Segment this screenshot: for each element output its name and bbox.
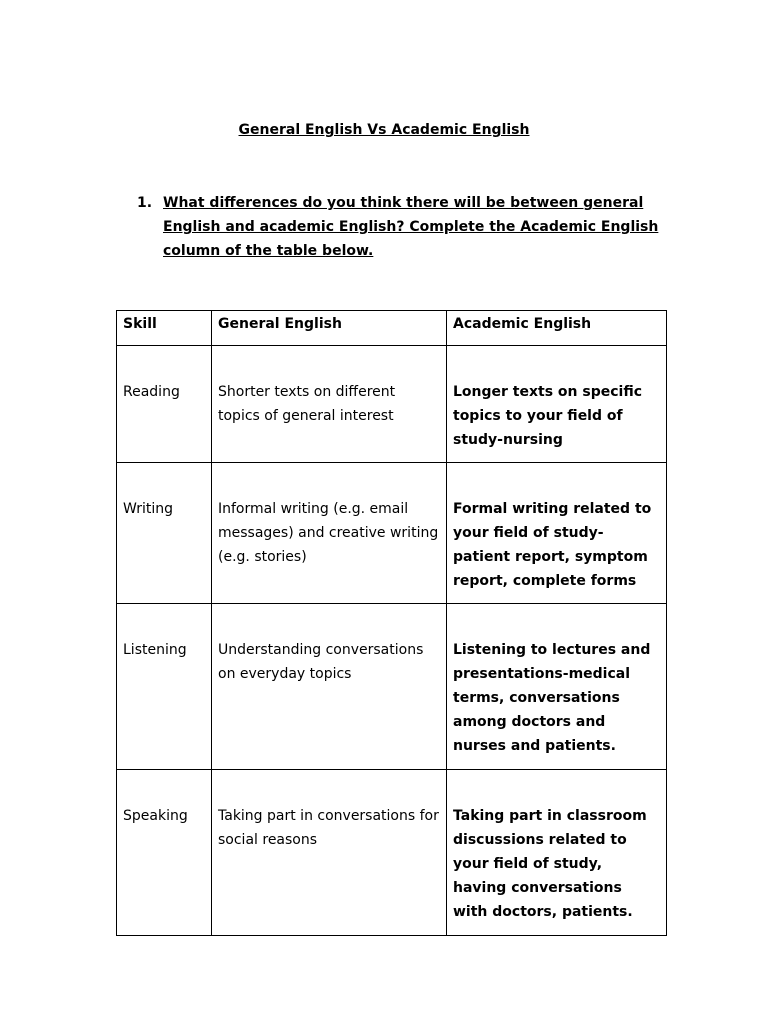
header-skill: Skill xyxy=(117,311,212,346)
cell-general: Taking part in conversations for social reasons xyxy=(212,770,447,936)
document-title: General English Vs Academic English xyxy=(238,122,530,138)
table-row xyxy=(117,346,667,463)
cell-skill: Writing xyxy=(117,463,212,604)
cell-academic: Taking part in classroom discussions related to your field of study, having conversations with doctors, patients. xyxy=(447,770,667,936)
cell-skill: Reading xyxy=(117,346,212,463)
cell-skill: Speaking xyxy=(117,770,212,936)
question-line-2: English and academic English? Complete the Academic English xyxy=(163,219,659,235)
cell-general: Understanding conversations on everyday topics xyxy=(212,604,447,770)
question-line-1: What differences do you think there will be between general xyxy=(163,195,644,211)
table-row xyxy=(117,770,667,936)
cell-general: Informal writing (e.g. email messages) and creative writing (e.g. stories) xyxy=(212,463,447,604)
table-row xyxy=(117,463,667,604)
table-header-row xyxy=(117,311,667,346)
header-general-english: General English xyxy=(212,311,447,346)
cell-general: Shorter texts on different topics of general interest xyxy=(212,346,447,463)
skills-comparison-table xyxy=(116,310,667,936)
cell-academic: Listening to lectures and presentations-medical terms, conversations among doctors and nurses and patients. xyxy=(447,604,667,770)
table-row xyxy=(117,604,667,770)
header-academic-english: Academic English xyxy=(447,311,667,346)
question-number: 1. xyxy=(137,195,153,211)
cell-academic: Formal writing related to your field of study-patient report, symptom report, complete forms xyxy=(447,463,667,604)
cell-academic: Longer texts on specific topics to your field of study-nursing xyxy=(447,346,667,463)
cell-skill: Listening xyxy=(117,604,212,770)
question-line-3: column of the table below. xyxy=(163,243,374,259)
question-text xyxy=(163,191,663,263)
